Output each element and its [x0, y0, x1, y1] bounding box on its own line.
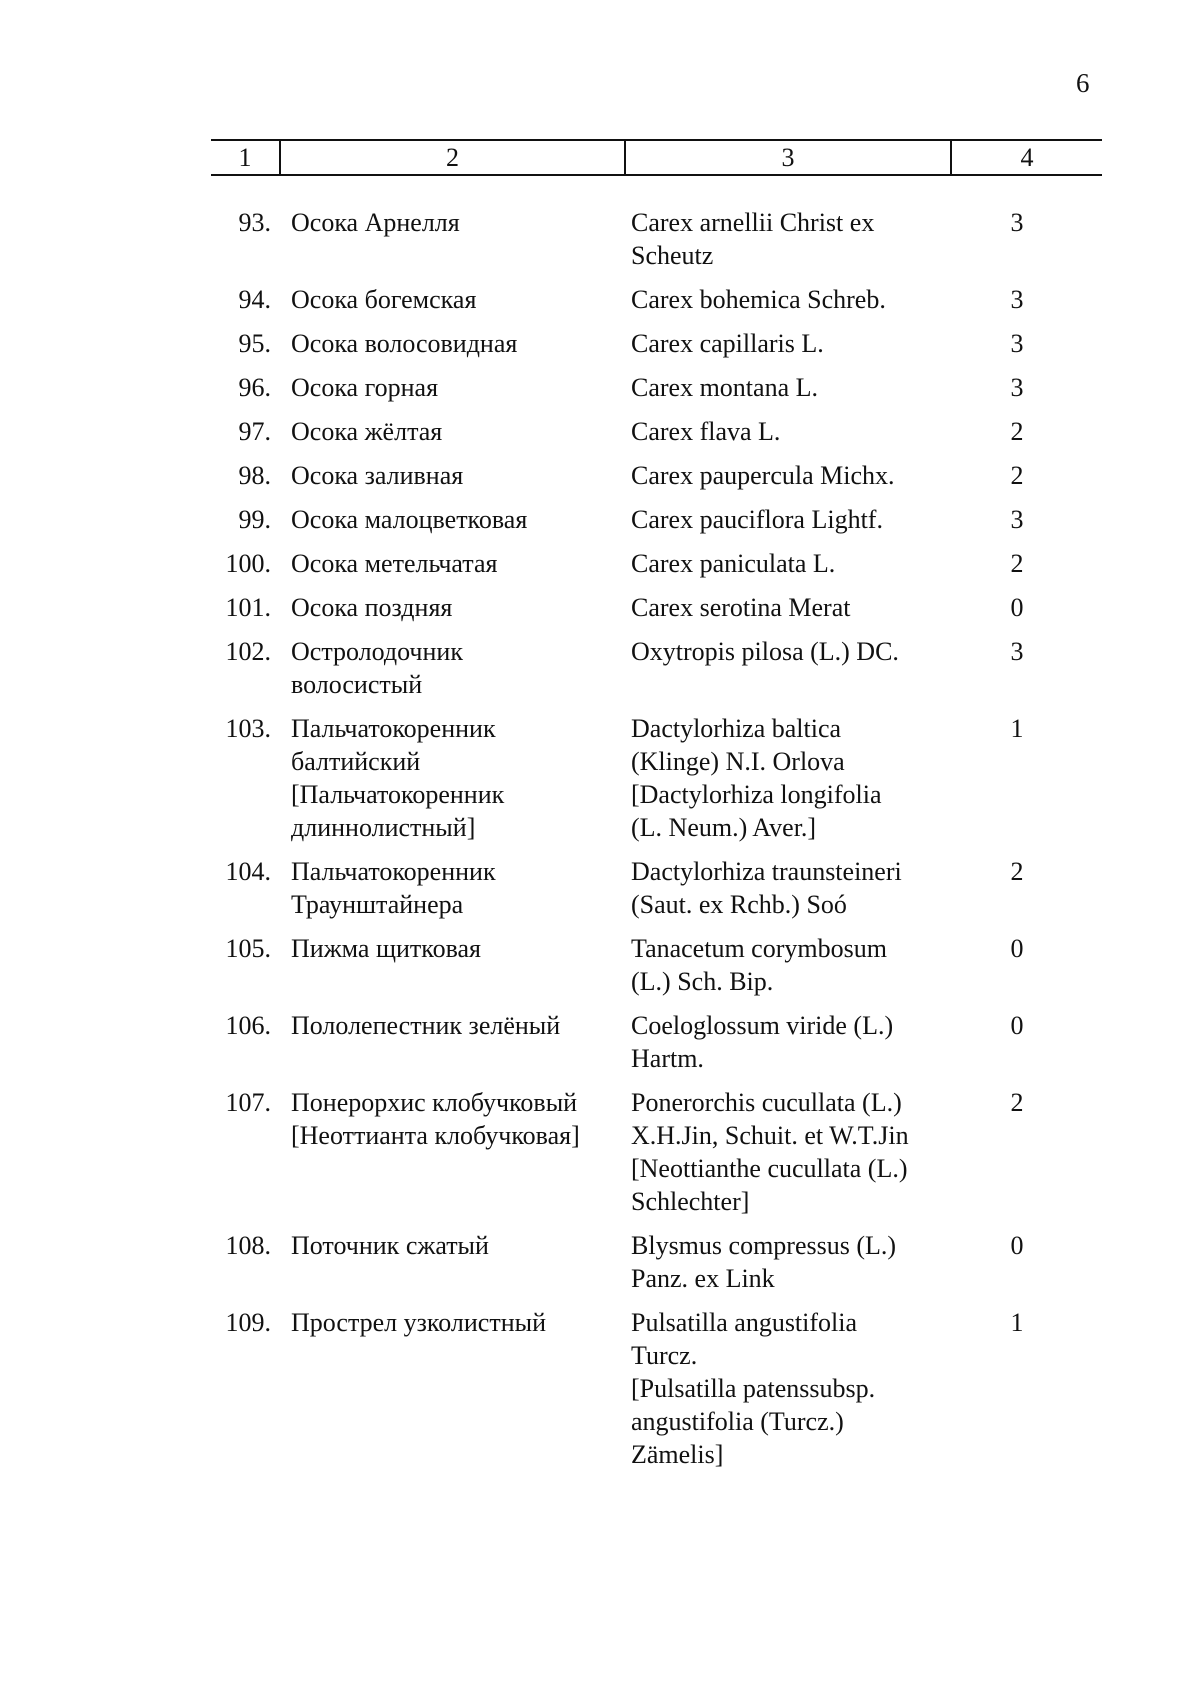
status-category: 2 — [1010, 417, 1024, 446]
table-row — [211, 283, 1102, 316]
russian-name-line: Траунштайнера — [291, 890, 464, 919]
russian-name — [271, 1009, 616, 1075]
latin-name-line: (L.) Sch. Bip. — [631, 967, 774, 996]
latin-name-line: Blysmus compressus (L.) — [631, 1231, 897, 1260]
latin-name — [616, 1229, 942, 1295]
russian-name-line: Осока Арнелля — [291, 208, 460, 237]
row-number: 105. — [225, 934, 271, 963]
russian-name-line: Осока метельчатая — [291, 549, 498, 578]
russian-name-line: волосистый — [291, 670, 423, 699]
table-row — [211, 855, 1102, 921]
russian-name-line: длиннолистный] — [291, 813, 476, 842]
russian-name — [271, 206, 616, 272]
latin-name — [616, 1306, 942, 1471]
status-category: 3 — [1010, 285, 1024, 314]
russian-name-line: Осока волосовидная — [291, 329, 518, 358]
latin-name — [616, 932, 942, 998]
latin-name — [616, 591, 942, 624]
table-header — [211, 139, 1102, 176]
header-col-2: 2 — [281, 141, 626, 174]
table-row — [211, 932, 1102, 998]
latin-name — [616, 206, 942, 272]
row-number: 106. — [225, 1011, 271, 1040]
table-row — [211, 415, 1102, 448]
row-number: 99. — [238, 505, 271, 534]
table-row — [211, 1229, 1102, 1295]
russian-name — [271, 1229, 616, 1295]
table-row — [211, 591, 1102, 624]
russian-name-line: Осока малоцветковая — [291, 505, 528, 534]
latin-name — [616, 371, 942, 404]
latin-name — [616, 1086, 942, 1218]
status-category: 1 — [1010, 1308, 1024, 1337]
latin-name — [616, 415, 942, 448]
russian-name — [271, 327, 616, 360]
status-category: 0 — [1010, 593, 1024, 622]
row-number: 109. — [225, 1308, 271, 1337]
latin-name — [616, 855, 942, 921]
latin-name — [616, 503, 942, 536]
russian-name-line: Пальчатокоренник — [291, 714, 496, 743]
status-category: 2 — [1010, 549, 1024, 578]
table-body — [211, 206, 1102, 1482]
row-number: 94. — [238, 285, 271, 314]
row-number: 107. — [225, 1088, 271, 1117]
status-category: 1 — [1010, 714, 1024, 743]
latin-name-line: Turcz. — [631, 1341, 698, 1370]
russian-name-line: Осока жёлтая — [291, 417, 443, 446]
latin-name-line: Carex serotina Merat — [631, 593, 851, 622]
status-category: 0 — [1010, 934, 1024, 963]
table-row — [211, 712, 1102, 844]
latin-name-line: Scheutz — [631, 241, 714, 270]
table-row — [211, 327, 1102, 360]
russian-name-line: Пижма щитковая — [291, 934, 482, 963]
table-row — [211, 371, 1102, 404]
latin-name — [616, 327, 942, 360]
status-category: 0 — [1010, 1231, 1024, 1260]
status-category: 3 — [1010, 208, 1024, 237]
latin-name — [616, 547, 942, 580]
header-col-1: 1 — [211, 141, 281, 174]
russian-name-line: Осока горная — [291, 373, 439, 402]
russian-name-line: Пололепестник зелёный — [291, 1011, 561, 1040]
row-number: 95. — [238, 329, 271, 358]
table-row — [211, 635, 1102, 701]
russian-name — [271, 635, 616, 701]
row-number: 100. — [225, 549, 271, 578]
russian-name — [271, 712, 616, 844]
russian-name-line: Поточник сжатый — [291, 1231, 489, 1260]
russian-name-line: Осока богемская — [291, 285, 477, 314]
russian-name — [271, 1306, 616, 1471]
russian-name-line: [Неоттианта клобучковая] — [291, 1121, 580, 1150]
russian-name — [271, 547, 616, 580]
latin-name-line: X.H.Jin, Schuit. et W.T.Jin — [631, 1121, 909, 1150]
latin-name-line: Schlechter] — [631, 1187, 750, 1216]
russian-name — [271, 283, 616, 316]
latin-name — [616, 283, 942, 316]
russian-name-line: балтийский — [291, 747, 421, 776]
latin-name-line: Carex paupercula Michx. — [631, 461, 895, 490]
latin-name-line: Dactylorhiza traunsteineri — [631, 857, 902, 886]
latin-name-line: Coeloglossum viride (L.) — [631, 1011, 894, 1040]
latin-name — [616, 712, 942, 844]
russian-name-line: Прострел узколистный — [291, 1308, 546, 1337]
latin-name-line: Ponerorchis cucullata (L.) — [631, 1088, 902, 1117]
status-category: 3 — [1010, 637, 1024, 666]
row-number: 97. — [238, 417, 271, 446]
russian-name-line: Понерорхис клобучковый — [291, 1088, 578, 1117]
header-col-3: 3 — [626, 141, 952, 174]
latin-name-line: Tanacetum corymbosum — [631, 934, 887, 963]
latin-name-line: [Dactylorhiza longifolia — [631, 780, 882, 809]
status-category: 3 — [1010, 329, 1024, 358]
russian-name — [271, 371, 616, 404]
russian-name — [271, 503, 616, 536]
table-row — [211, 459, 1102, 492]
latin-name-line: angustifolia (Turcz.) — [631, 1407, 844, 1436]
row-number: 104. — [225, 857, 271, 886]
latin-name — [616, 1009, 942, 1075]
table-row — [211, 1306, 1102, 1471]
latin-name-line: (L. Neum.) Aver.] — [631, 813, 817, 842]
status-category: 3 — [1010, 373, 1024, 402]
russian-name — [271, 415, 616, 448]
russian-name-line: Осока поздняя — [291, 593, 453, 622]
status-category: 2 — [1010, 857, 1024, 886]
latin-name-line: Panz. ex Link — [631, 1264, 775, 1293]
russian-name — [271, 591, 616, 624]
table-row — [211, 547, 1102, 580]
table-row — [211, 503, 1102, 536]
table-row — [211, 1086, 1102, 1218]
row-number: 93. — [238, 208, 271, 237]
latin-name — [616, 635, 942, 701]
russian-name — [271, 459, 616, 492]
row-number: 98. — [238, 461, 271, 490]
latin-name-line: Hartm. — [631, 1044, 704, 1073]
latin-name-line: Carex paniculata L. — [631, 549, 836, 578]
latin-name-line: Pulsatilla angustifolia — [631, 1308, 858, 1337]
russian-name-line: Осока заливная — [291, 461, 464, 490]
latin-name-line: Carex bohemica Schreb. — [631, 285, 886, 314]
latin-name-line: Oxytropis pilosa (L.) DC. — [631, 637, 899, 666]
row-number: 101. — [225, 593, 271, 622]
page-number: 6 — [1076, 68, 1090, 98]
latin-name-line: Dactylorhiza baltica — [631, 714, 842, 743]
russian-name-line: Остролодочник — [291, 637, 463, 666]
latin-name-line: [Neottianthe cucullata (L.) — [631, 1154, 908, 1183]
latin-name-line: Zämelis] — [631, 1440, 724, 1469]
latin-name-line: (Saut. ex Rchb.) Soó — [631, 890, 847, 919]
status-category: 2 — [1010, 1088, 1024, 1117]
latin-name-line: Carex montana L. — [631, 373, 818, 402]
russian-name — [271, 932, 616, 998]
latin-name-line: Carex pauciflora Lightf. — [631, 505, 883, 534]
russian-name-line: [Пальчатокоренник — [291, 780, 505, 809]
latin-name-line: Carex flava L. — [631, 417, 781, 446]
row-number: 103. — [225, 714, 271, 743]
russian-name — [271, 855, 616, 921]
latin-name-line: Carex capillaris L. — [631, 329, 824, 358]
latin-name-line: Carex arnellii Christ ex — [631, 208, 875, 237]
row-number: 96. — [238, 373, 271, 402]
header-col-4: 4 — [1020, 142, 1034, 172]
latin-name-line: [Pulsatilla patenssubsp. — [631, 1374, 876, 1403]
status-category: 3 — [1010, 505, 1024, 534]
status-category: 2 — [1010, 461, 1024, 490]
russian-name-line: Пальчатокоренник — [291, 857, 496, 886]
russian-name — [271, 1086, 616, 1218]
table-row — [211, 1009, 1102, 1075]
table-row — [211, 206, 1102, 272]
row-number: 102. — [225, 637, 271, 666]
latin-name-line: (Klinge) N.I. Orlova — [631, 747, 845, 776]
latin-name — [616, 459, 942, 492]
status-category: 0 — [1010, 1011, 1024, 1040]
row-number: 108. — [225, 1231, 271, 1260]
